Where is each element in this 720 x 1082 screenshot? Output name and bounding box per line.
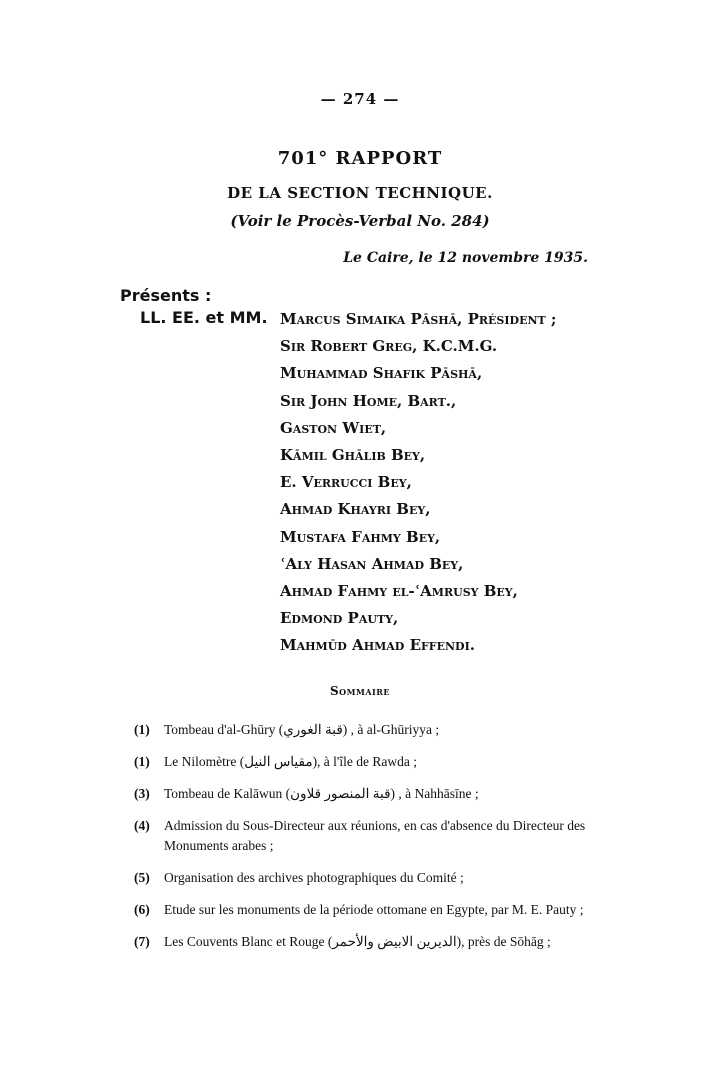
sommaire-item (134, 720, 634, 740)
report-subtitle: DE LA SECTION TECHNIQUE. (227, 184, 493, 202)
member-name: Ahmad Fahmy el-ʿAmrusy Bey, (280, 582, 518, 601)
sommaire-list (134, 720, 634, 964)
sommaire-item (134, 784, 634, 804)
member-name: Kāmil Ghālib Bey, (280, 446, 426, 465)
item-number: (1) (134, 754, 150, 769)
report-title: 701° RAPPORT (277, 148, 443, 169)
member-name: Edmond Pauty, (280, 609, 399, 628)
item-text: Organisation des archives photographiques du Comité ; (164, 870, 464, 885)
member-name: Ahmad Khayri Bey, (280, 500, 431, 519)
presents-label: Présents : (120, 286, 212, 305)
member-name: E. Verrucci Bey, (280, 473, 412, 492)
sommaire-heading: Sommaire (329, 684, 391, 698)
member-name: Gaston Wiet, (280, 418, 387, 437)
sommaire-item (134, 752, 634, 772)
item-number: (5) (134, 870, 150, 885)
item-number: (4) (134, 818, 150, 833)
item-text: Tombeau de Kalāwun (قبة المنصور قلاون) , à Nahhāsīne ; (164, 786, 479, 801)
member-name: Mustafa Fahmy Bey, (280, 527, 441, 546)
item-text: Etude sur les monuments de la période ottomane en Egypte, par M. E. Pauty ; (164, 902, 584, 917)
member-name: Mahmūd Ahmad Effendi. (280, 636, 475, 655)
member-name: Marcus Simaika Pāshā, Président ; (280, 310, 557, 328)
member-list (280, 306, 556, 660)
member-name: Sir John Home, Bart., (280, 391, 457, 410)
member-name: Sir Robert Greg, K.C.M.G. (280, 337, 498, 356)
item-text: Tombeau d'al-Ghūry (قبة الغوري) , à al-Ghūriyya ; (164, 722, 440, 737)
sommaire-item (134, 868, 634, 888)
sommaire-item (134, 900, 634, 920)
sommaire-item (134, 932, 634, 952)
item-text: Le Nilomètre (مقياس النيل), à l'île de Rawda ; (164, 754, 417, 769)
item-number: (7) (134, 934, 150, 949)
item-number: (3) (134, 786, 150, 801)
page-number: — 274 — (320, 90, 400, 108)
meeting-date: Le Caire, le 12 novembre 1935. (343, 250, 588, 266)
item-number: (6) (134, 902, 150, 917)
member-name: Muhammad Shafik Pāshā, (280, 364, 483, 383)
member-name: ʿAly Hasan Ahmad Bey, (280, 554, 464, 573)
item-text: Admission du Sous-Directeur aux réunions, en cas d'absence du Directeur des Monuments arabes ; (164, 818, 586, 853)
sommaire-item (134, 816, 634, 856)
item-text: Les Couvents Blanc et Rouge (الديرين الابيض والأحمر), près de Sōhāg ; (164, 934, 551, 949)
proces-verbal-reference: (Voir le Procès-Verbal No. 284) (230, 212, 490, 230)
item-number: (1) (134, 722, 150, 737)
excellencies-label: LL. EE. et MM. (140, 308, 268, 327)
